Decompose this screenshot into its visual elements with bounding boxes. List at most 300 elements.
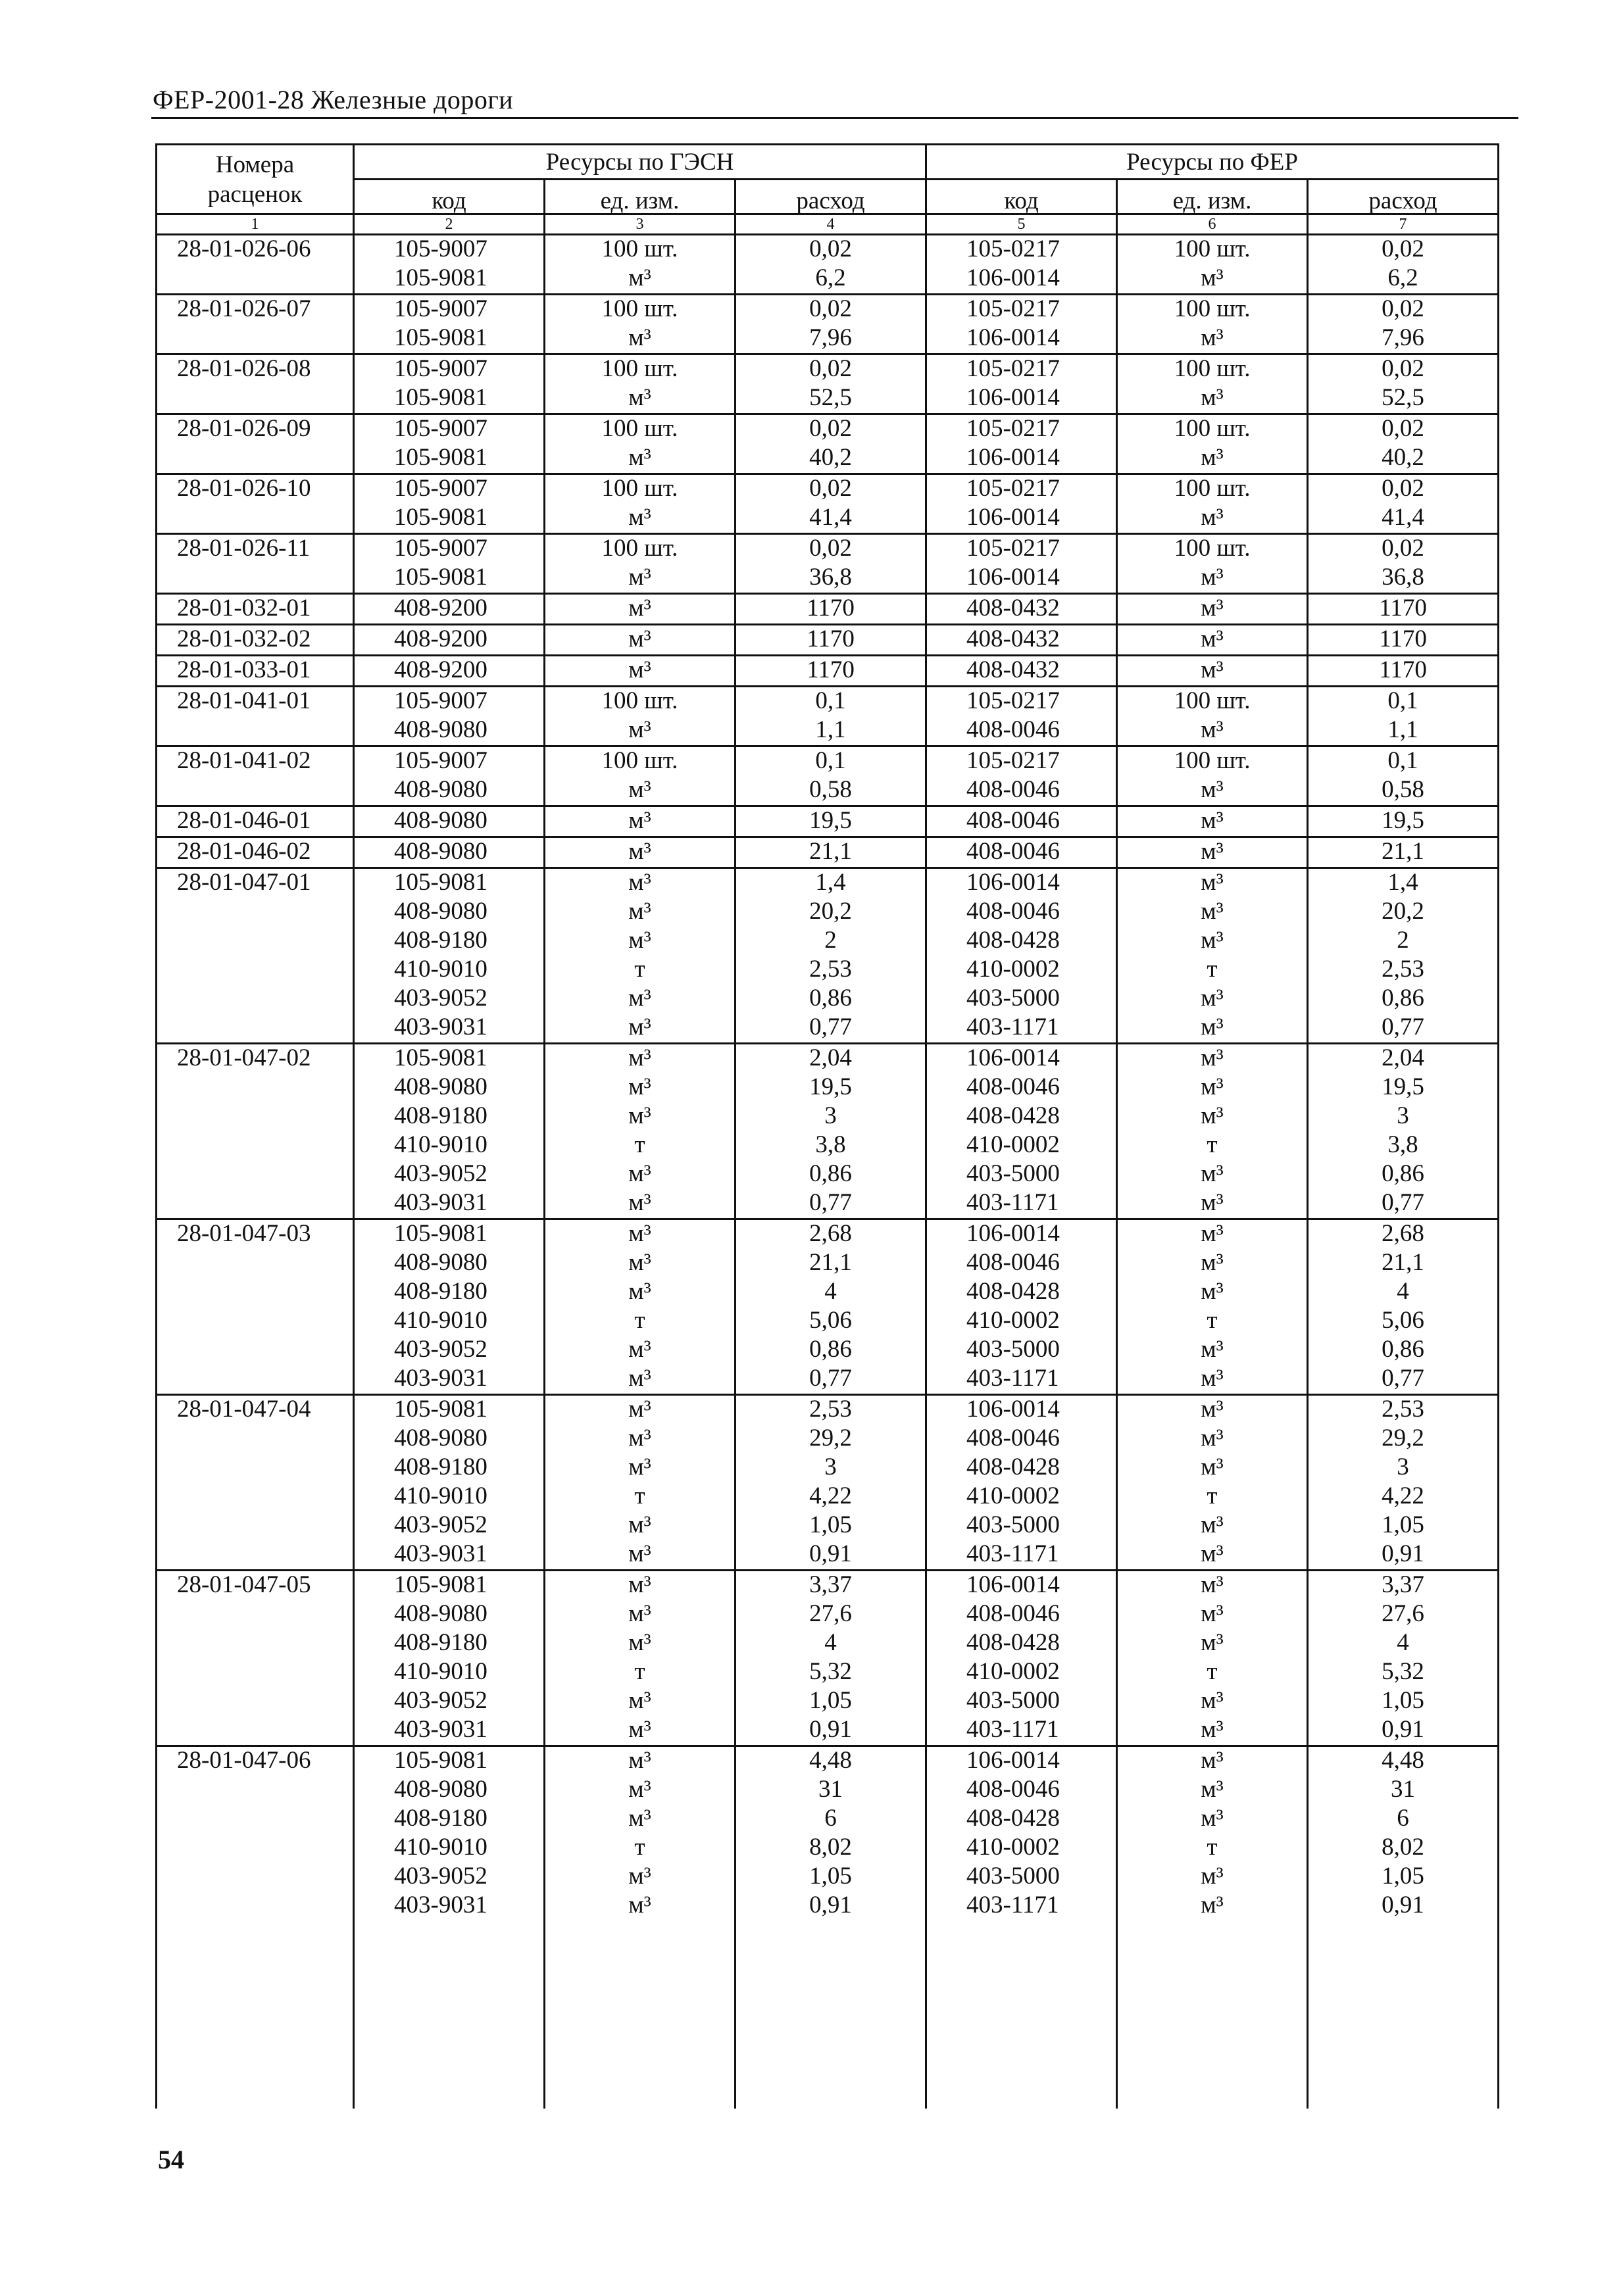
fer-qty-cell: 4: [1308, 1278, 1499, 1307]
fer-unit-cell: 100 шт.: [1117, 414, 1308, 445]
fer-qty-cell: 0,02: [1308, 474, 1499, 504]
gesn-qty-cell: 4,48: [736, 1746, 926, 1776]
rate-number-cell: 28-01-026-10: [157, 474, 354, 534]
gesn-unit-cell: м³: [545, 1044, 736, 1074]
empty-cell: [926, 1920, 1117, 2109]
fer-code-cell: 105-0217: [926, 746, 1117, 777]
fer-qty-cell: 4: [1308, 1629, 1499, 1658]
gesn-qty-cell: 0,1: [736, 746, 926, 777]
gesn-unit-cell: м³: [545, 1629, 736, 1658]
fer-unit-cell: м³: [1117, 1249, 1308, 1278]
rate-number-cell: 28-01-047-01: [157, 868, 354, 1044]
gesn-unit-cell: м³: [545, 1425, 736, 1453]
empty-cell: [1308, 1920, 1499, 2109]
gesn-unit-cell: м³: [545, 1189, 736, 1219]
fer-code-cell: 410-0002: [926, 1834, 1117, 1863]
resources-table-container: [155, 143, 1497, 2107]
fer-code-cell: 408-0428: [926, 1102, 1117, 1131]
fer-qty-cell: 0,1: [1308, 687, 1499, 717]
fer-unit-cell: м³: [1117, 1278, 1308, 1307]
fer-code-cell: 106-0014: [926, 384, 1117, 414]
gesn-code-cell: 403-9052: [354, 1687, 545, 1716]
fer-qty-cell: 6,2: [1308, 264, 1499, 295]
gesn-unit-cell: м³: [545, 1571, 736, 1601]
rate-number-cell: 28-01-026-06: [157, 235, 354, 295]
gesn-qty-cell: 1,05: [736, 1687, 926, 1716]
table-row: [157, 264, 1499, 295]
gesn-unit-cell: м³: [545, 656, 736, 687]
gesn-unit-cell: м³: [545, 985, 736, 1014]
fer-code-cell: 408-0428: [926, 1629, 1117, 1658]
resources-table: [155, 143, 1499, 2109]
gesn-qty-cell: 40,2: [736, 444, 926, 474]
fer-unit-cell: м³: [1117, 1453, 1308, 1482]
gesn-unit-cell: м³: [545, 1453, 736, 1482]
fer-qty-cell: 1,1: [1308, 716, 1499, 746]
fer-qty-cell: 19,5: [1308, 1073, 1499, 1102]
gesn-code-cell: 410-9010: [354, 1658, 545, 1687]
gesn-qty-cell: 1170: [736, 625, 926, 656]
gesn-code-cell: 410-9010: [354, 1482, 545, 1511]
fer-qty-cell: 36,8: [1308, 564, 1499, 594]
fer-unit-cell: м³: [1117, 868, 1308, 898]
fer-code-cell: 408-0046: [926, 1249, 1117, 1278]
col-header-gesn-code: код: [354, 180, 545, 214]
gesn-code-cell: 408-9080: [354, 1249, 545, 1278]
fer-unit-cell: м³: [1117, 324, 1308, 354]
gesn-qty-cell: 2: [736, 927, 926, 956]
gesn-code-cell: 408-9180: [354, 1805, 545, 1834]
fer-code-cell: 408-0046: [926, 1600, 1117, 1629]
rate-number-cell: 28-01-046-02: [157, 837, 354, 868]
table-row: [157, 444, 1499, 474]
fer-unit-cell: 100 шт.: [1117, 687, 1308, 717]
gesn-qty-cell: 0,77: [736, 1365, 926, 1395]
fer-unit-cell: т: [1117, 1131, 1308, 1160]
gesn-code-cell: 403-9031: [354, 1892, 545, 1920]
fer-qty-cell: 0,86: [1308, 1160, 1499, 1189]
gesn-qty-cell: 1,05: [736, 1511, 926, 1540]
table-row: [157, 235, 1499, 265]
fer-qty-cell: 0,77: [1308, 1365, 1499, 1395]
gesn-unit-cell: м³: [545, 898, 736, 927]
gesn-qty-cell: 0,91: [736, 1540, 926, 1571]
fer-code-cell: 106-0014: [926, 444, 1117, 474]
fer-qty-cell: 0,58: [1308, 776, 1499, 806]
fer-qty-cell: 19,5: [1308, 806, 1499, 837]
group-header-fer: Ресурсы по ФЕР: [926, 145, 1499, 180]
col-header-fer-qty: расход: [1308, 180, 1499, 214]
table-row: [157, 1044, 1499, 1074]
col-number: 7: [1308, 214, 1499, 235]
fer-unit-cell: м³: [1117, 1687, 1308, 1716]
gesn-qty-cell: 29,2: [736, 1425, 926, 1453]
fer-code-cell: 403-5000: [926, 1160, 1117, 1189]
gesn-qty-cell: 0,91: [736, 1716, 926, 1746]
gesn-unit-cell: т: [545, 1307, 736, 1336]
gesn-code-cell: 403-9052: [354, 1863, 545, 1892]
gesn-code-cell: 410-9010: [354, 1834, 545, 1863]
fer-qty-cell: 3,37: [1308, 1571, 1499, 1601]
rate-number-cell: 28-01-026-07: [157, 295, 354, 354]
table-row: [157, 1834, 1499, 1863]
gesn-qty-cell: 8,02: [736, 1834, 926, 1863]
gesn-code-cell: 105-9081: [354, 444, 545, 474]
fer-qty-cell: 7,96: [1308, 324, 1499, 354]
rate-number-cell: 28-01-041-01: [157, 687, 354, 746]
fer-unit-cell: м³: [1117, 716, 1308, 746]
gesn-unit-cell: м³: [545, 1892, 736, 1920]
table-row: [157, 625, 1499, 656]
fer-code-cell: 105-0217: [926, 235, 1117, 265]
table-row: [157, 1658, 1499, 1687]
fer-code-cell: 105-0217: [926, 534, 1117, 564]
gesn-code-cell: 403-9052: [354, 1511, 545, 1540]
rate-number-cell: 28-01-033-01: [157, 656, 354, 687]
rate-number-cell: 28-01-047-03: [157, 1219, 354, 1395]
gesn-code-cell: 105-9081: [354, 324, 545, 354]
table-row: [157, 1395, 1499, 1425]
table-filler-row: [157, 1920, 1499, 2109]
gesn-code-cell: 408-9180: [354, 1453, 545, 1482]
fer-unit-cell: м³: [1117, 927, 1308, 956]
gesn-code-cell: 403-9052: [354, 985, 545, 1014]
col-header-rates: [157, 145, 354, 214]
fer-qty-cell: 0,02: [1308, 295, 1499, 325]
gesn-code-cell: 408-9080: [354, 1600, 545, 1629]
table-row: [157, 1687, 1499, 1716]
gesn-unit-cell: м³: [545, 1776, 736, 1805]
fer-code-cell: 403-1171: [926, 1365, 1117, 1395]
gesn-qty-cell: 1,1: [736, 716, 926, 746]
gesn-code-cell: 403-9052: [354, 1160, 545, 1189]
table-row: [157, 1131, 1499, 1160]
table-row: [157, 985, 1499, 1014]
fer-qty-cell: 0,91: [1308, 1716, 1499, 1746]
fer-unit-cell: м³: [1117, 1863, 1308, 1892]
fer-unit-cell: м³: [1117, 1365, 1308, 1395]
fer-qty-cell: 8,02: [1308, 1834, 1499, 1863]
fer-code-cell: 410-0002: [926, 1131, 1117, 1160]
fer-unit-cell: м³: [1117, 384, 1308, 414]
table-row: [157, 956, 1499, 985]
gesn-qty-cell: 1170: [736, 656, 926, 687]
table-row: [157, 1892, 1499, 1920]
fer-qty-cell: 3,8: [1308, 1131, 1499, 1160]
gesn-code-cell: 105-9081: [354, 504, 545, 534]
fer-code-cell: 403-1171: [926, 1716, 1117, 1746]
gesn-qty-cell: 52,5: [736, 384, 926, 414]
gesn-unit-cell: м³: [545, 1540, 736, 1571]
table-row: [157, 534, 1499, 564]
empty-cell: [545, 1920, 736, 2109]
gesn-code-cell: 403-9031: [354, 1189, 545, 1219]
gesn-qty-cell: 3: [736, 1102, 926, 1131]
gesn-qty-cell: 0,02: [736, 414, 926, 445]
fer-unit-cell: 100 шт.: [1117, 295, 1308, 325]
gesn-code-cell: 408-9200: [354, 625, 545, 656]
table-row: [157, 868, 1499, 898]
fer-unit-cell: м³: [1117, 504, 1308, 534]
gesn-unit-cell: 100 шт.: [545, 414, 736, 445]
col-number: 2: [354, 214, 545, 235]
fer-unit-cell: м³: [1117, 1511, 1308, 1540]
gesn-code-cell: 105-9081: [354, 1219, 545, 1250]
gesn-unit-cell: 100 шт.: [545, 354, 736, 385]
gesn-unit-cell: м³: [545, 1600, 736, 1629]
gesn-qty-cell: 0,02: [736, 235, 926, 265]
fer-unit-cell: м³: [1117, 444, 1308, 474]
table-row: [157, 1571, 1499, 1601]
col-header-rates-line2: расценок: [207, 180, 303, 208]
gesn-qty-cell: 0,02: [736, 534, 926, 564]
fer-unit-cell: м³: [1117, 1746, 1308, 1776]
resources-table-body: [157, 235, 1499, 2109]
fer-qty-cell: 21,1: [1308, 1249, 1499, 1278]
fer-unit-cell: м³: [1117, 1425, 1308, 1453]
fer-qty-cell: 1170: [1308, 656, 1499, 687]
gesn-code-cell: 408-9180: [354, 927, 545, 956]
empty-cell: [1117, 1920, 1308, 2109]
gesn-unit-cell: м³: [545, 1160, 736, 1189]
gesn-qty-cell: 6: [736, 1805, 926, 1834]
table-row: [157, 295, 1499, 325]
rate-number-cell: 28-01-047-04: [157, 1395, 354, 1571]
gesn-unit-cell: т: [545, 1834, 736, 1863]
fer-unit-cell: 100 шт.: [1117, 235, 1308, 265]
col-number: 3: [545, 214, 736, 235]
col-number: 5: [926, 214, 1117, 235]
gesn-qty-cell: 0,77: [736, 1189, 926, 1219]
gesn-code-cell: 105-9081: [354, 868, 545, 898]
fer-unit-cell: м³: [1117, 264, 1308, 295]
empty-cell: [157, 1920, 354, 2109]
gesn-code-cell: 403-9031: [354, 1540, 545, 1571]
col-number: 6: [1117, 214, 1308, 235]
fer-unit-cell: м³: [1117, 1044, 1308, 1074]
gesn-unit-cell: м³: [545, 384, 736, 414]
gesn-code-cell: 410-9010: [354, 956, 545, 985]
gesn-code-cell: 105-9007: [354, 414, 545, 445]
fer-unit-cell: м³: [1117, 776, 1308, 806]
fer-unit-cell: 100 шт.: [1117, 534, 1308, 564]
gesn-unit-cell: м³: [545, 1073, 736, 1102]
fer-qty-cell: 0,86: [1308, 985, 1499, 1014]
rate-number-cell: 28-01-041-02: [157, 746, 354, 806]
fer-qty-cell: 6: [1308, 1805, 1499, 1834]
fer-code-cell: 106-0014: [926, 1219, 1117, 1250]
gesn-qty-cell: 5,06: [736, 1307, 926, 1336]
fer-qty-cell: 0,77: [1308, 1014, 1499, 1044]
gesn-unit-cell: м³: [545, 264, 736, 295]
gesn-code-cell: 105-9007: [354, 534, 545, 564]
gesn-qty-cell: 5,32: [736, 1658, 926, 1687]
gesn-qty-cell: 1,4: [736, 868, 926, 898]
fer-qty-cell: 1,05: [1308, 1511, 1499, 1540]
fer-code-cell: 408-0428: [926, 1453, 1117, 1482]
gesn-qty-cell: 3,8: [736, 1131, 926, 1160]
gesn-unit-cell: м³: [545, 1863, 736, 1892]
rate-number-cell: 28-01-032-01: [157, 594, 354, 625]
fer-qty-cell: 1170: [1308, 625, 1499, 656]
fer-qty-cell: 2,53: [1308, 956, 1499, 985]
col-header-rates-line1: Номера: [215, 151, 295, 178]
rate-number-cell: 28-01-026-11: [157, 534, 354, 594]
fer-code-cell: 105-0217: [926, 295, 1117, 325]
gesn-unit-cell: м³: [545, 1511, 736, 1540]
gesn-unit-cell: 100 шт.: [545, 746, 736, 777]
table-row: [157, 716, 1499, 746]
fer-unit-cell: м³: [1117, 806, 1308, 837]
fer-code-cell: 408-0432: [926, 594, 1117, 625]
col-header-gesn-unit: ед. изм.: [545, 180, 736, 214]
gesn-unit-cell: 100 шт.: [545, 687, 736, 717]
gesn-qty-cell: 36,8: [736, 564, 926, 594]
gesn-code-cell: 408-9180: [354, 1102, 545, 1131]
gesn-qty-cell: 4: [736, 1278, 926, 1307]
page-header: ФЕР-2001-28 Железные дороги: [153, 85, 514, 114]
table-row: [157, 1863, 1499, 1892]
gesn-code-cell: 105-9007: [354, 687, 545, 717]
fer-qty-cell: 2,53: [1308, 1395, 1499, 1425]
fer-code-cell: 106-0014: [926, 564, 1117, 594]
fer-code-cell: 408-0428: [926, 927, 1117, 956]
fer-unit-cell: т: [1117, 1307, 1308, 1336]
fer-unit-cell: м³: [1117, 1189, 1308, 1219]
fer-unit-cell: м³: [1117, 564, 1308, 594]
table-row: [157, 354, 1499, 385]
gesn-unit-cell: м³: [545, 324, 736, 354]
gesn-qty-cell: 21,1: [736, 837, 926, 868]
fer-unit-cell: м³: [1117, 1102, 1308, 1131]
fer-qty-cell: 41,4: [1308, 504, 1499, 534]
gesn-code-cell: 105-9007: [354, 295, 545, 325]
fer-unit-cell: м³: [1117, 837, 1308, 868]
fer-unit-cell: м³: [1117, 656, 1308, 687]
gesn-code-cell: 105-9081: [354, 1746, 545, 1776]
table-row: [157, 1776, 1499, 1805]
fer-code-cell: 410-0002: [926, 1658, 1117, 1687]
fer-qty-cell: 2,68: [1308, 1219, 1499, 1250]
fer-code-cell: 106-0014: [926, 1395, 1117, 1425]
fer-code-cell: 105-0217: [926, 354, 1117, 385]
gesn-unit-cell: м³: [545, 837, 736, 868]
fer-code-cell: 403-1171: [926, 1892, 1117, 1920]
gesn-qty-cell: 2,53: [736, 1395, 926, 1425]
fer-code-cell: 106-0014: [926, 1044, 1117, 1074]
rate-number-cell: 28-01-047-06: [157, 1746, 354, 1921]
table-row: [157, 414, 1499, 445]
gesn-code-cell: 408-9080: [354, 837, 545, 868]
rate-number-cell: 28-01-026-09: [157, 414, 354, 474]
gesn-code-cell: 408-9080: [354, 716, 545, 746]
fer-code-cell: 106-0014: [926, 868, 1117, 898]
table-row: [157, 898, 1499, 927]
fer-code-cell: 408-0046: [926, 1073, 1117, 1102]
fer-unit-cell: м³: [1117, 1540, 1308, 1571]
table-row: [157, 1073, 1499, 1102]
table-row: [157, 1014, 1499, 1044]
fer-code-cell: 408-0046: [926, 837, 1117, 868]
gesn-unit-cell: м³: [545, 1336, 736, 1365]
fer-qty-cell: 0,91: [1308, 1892, 1499, 1920]
gesn-code-cell: 408-9080: [354, 1073, 545, 1102]
fer-code-cell: 408-0046: [926, 776, 1117, 806]
gesn-code-cell: 403-9052: [354, 1336, 545, 1365]
table-row: [157, 1482, 1499, 1511]
empty-cell: [354, 1920, 545, 2109]
fer-unit-cell: м³: [1117, 1336, 1308, 1365]
rate-number-cell: 28-01-032-02: [157, 625, 354, 656]
table-row: [157, 1425, 1499, 1453]
fer-code-cell: 408-0046: [926, 1425, 1117, 1453]
fer-qty-cell: 0,86: [1308, 1336, 1499, 1365]
table-row: [157, 474, 1499, 504]
table-row: [157, 1336, 1499, 1365]
gesn-unit-cell: т: [545, 1658, 736, 1687]
fer-qty-cell: 31: [1308, 1776, 1499, 1805]
gesn-qty-cell: 0,86: [736, 1160, 926, 1189]
fer-unit-cell: т: [1117, 956, 1308, 985]
fer-qty-cell: 0,91: [1308, 1540, 1499, 1571]
rate-number-cell: 28-01-047-02: [157, 1044, 354, 1219]
gesn-code-cell: 105-9081: [354, 384, 545, 414]
fer-code-cell: 403-5000: [926, 1336, 1117, 1365]
gesn-unit-cell: т: [545, 956, 736, 985]
gesn-qty-cell: 2,53: [736, 956, 926, 985]
fer-code-cell: 105-0217: [926, 474, 1117, 504]
fer-code-cell: 403-5000: [926, 985, 1117, 1014]
fer-qty-cell: 5,32: [1308, 1658, 1499, 1687]
gesn-qty-cell: 19,5: [736, 806, 926, 837]
fer-qty-cell: 3: [1308, 1102, 1499, 1131]
gesn-code-cell: 105-9081: [354, 1044, 545, 1074]
gesn-code-cell: 105-9007: [354, 474, 545, 504]
fer-code-cell: 410-0002: [926, 956, 1117, 985]
fer-code-cell: 105-0217: [926, 414, 1117, 445]
gesn-qty-cell: 0,58: [736, 776, 926, 806]
table-row: [157, 324, 1499, 354]
table-row: [157, 594, 1499, 625]
gesn-qty-cell: 1170: [736, 594, 926, 625]
fer-unit-cell: м³: [1117, 985, 1308, 1014]
fer-code-cell: 408-0428: [926, 1805, 1117, 1834]
gesn-qty-cell: 0,86: [736, 985, 926, 1014]
table-row: [157, 1805, 1499, 1834]
table-row: [157, 1365, 1499, 1395]
fer-code-cell: 403-5000: [926, 1863, 1117, 1892]
table-row: [157, 1511, 1499, 1540]
fer-qty-cell: 2: [1308, 927, 1499, 956]
fer-qty-cell: 0,02: [1308, 534, 1499, 564]
fer-code-cell: 106-0014: [926, 264, 1117, 295]
fer-code-cell: 106-0014: [926, 1746, 1117, 1776]
gesn-qty-cell: 41,4: [736, 504, 926, 534]
gesn-code-cell: 408-9080: [354, 898, 545, 927]
fer-code-cell: 403-1171: [926, 1540, 1117, 1571]
gesn-unit-cell: м³: [545, 625, 736, 656]
gesn-unit-cell: 100 шт.: [545, 295, 736, 325]
gesn-code-cell: 105-9081: [354, 564, 545, 594]
fer-unit-cell: м³: [1117, 1160, 1308, 1189]
fer-qty-cell: 21,1: [1308, 837, 1499, 868]
gesn-qty-cell: 0,02: [736, 295, 926, 325]
fer-qty-cell: 0,02: [1308, 354, 1499, 385]
fer-unit-cell: м³: [1117, 1014, 1308, 1044]
fer-unit-cell: т: [1117, 1658, 1308, 1687]
fer-unit-cell: 100 шт.: [1117, 474, 1308, 504]
fer-code-cell: 106-0014: [926, 1571, 1117, 1601]
